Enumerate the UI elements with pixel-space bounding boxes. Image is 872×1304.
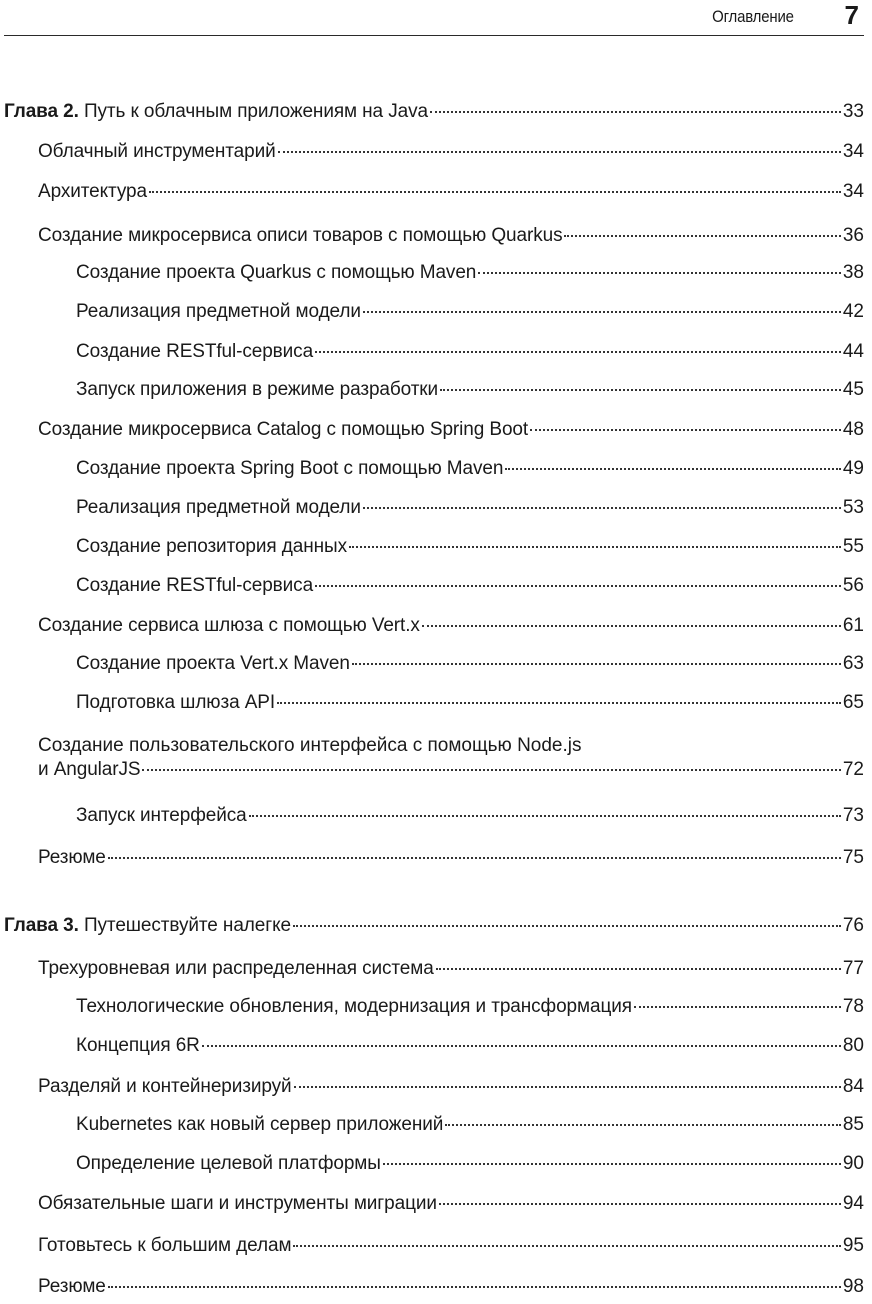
toc-entry-title: Реализация предметной модели — [76, 497, 361, 518]
toc-page-number: 61 — [842, 615, 864, 636]
toc-page-number: 75 — [842, 847, 864, 868]
toc-page-number: 33 — [842, 101, 864, 122]
dot-leader — [108, 857, 841, 859]
toc-page-number: 48 — [842, 419, 864, 440]
dot-leader — [530, 429, 841, 431]
toc-page-number: 94 — [842, 1193, 864, 1214]
toc-page-number: 44 — [842, 341, 864, 362]
toc-page-number: 98 — [842, 1276, 864, 1297]
toc-subentry[interactable] — [76, 340, 864, 364]
toc-entry[interactable] — [38, 180, 864, 204]
toc-page-number: 34 — [842, 181, 864, 202]
toc-entry[interactable] — [38, 418, 864, 442]
toc-page-number: 84 — [842, 1076, 864, 1097]
toc-entry-title: Создание RESTful-сервиса — [76, 341, 314, 362]
toc-page-number: 90 — [842, 1153, 864, 1174]
toc-subentry[interactable] — [76, 496, 864, 520]
dot-leader — [440, 389, 841, 391]
dot-leader — [202, 1045, 841, 1047]
dot-leader — [293, 925, 841, 927]
dot-leader — [108, 1286, 841, 1288]
toc-entry-title: Резюме — [38, 1276, 106, 1297]
dot-leader — [293, 1245, 840, 1247]
toc-chapter-3[interactable] — [4, 914, 864, 938]
toc-entry-title: Создание репозитория данных — [76, 536, 347, 557]
dot-leader — [363, 311, 841, 313]
toc-entry[interactable] — [38, 1275, 864, 1299]
toc-entry-title: Облачный инструментарий — [38, 141, 276, 162]
toc-entry[interactable] — [38, 1192, 864, 1216]
toc-subentry[interactable] — [76, 652, 864, 676]
toc-entry-title: Технологические обновления, модернизация и трансформация — [76, 996, 632, 1017]
page-number: 7 — [844, 0, 859, 30]
dot-leader — [478, 272, 841, 274]
toc-entry-title: Создание сервиса шлюза с помощью Vert.x — [38, 615, 420, 636]
toc-entry-title: Создание микросервиса описи товаров с помощью Quarkus — [38, 225, 563, 246]
toc-entry-title: Концепция 6R — [76, 1035, 200, 1056]
dot-leader — [277, 702, 841, 704]
toc-subentry[interactable] — [76, 378, 864, 402]
toc-entry[interactable] — [38, 957, 864, 981]
dot-leader — [505, 468, 841, 470]
page-header — [0, 0, 864, 36]
chapter-title: Путешествуйте налегке — [78, 915, 291, 936]
toc-subentry[interactable] — [76, 300, 864, 324]
toc-subentry[interactable] — [76, 804, 864, 828]
toc-entry-title: Разделяй и контейнеризируй — [38, 1076, 292, 1097]
dot-leader — [315, 585, 841, 587]
toc-page-number: 34 — [842, 141, 864, 162]
toc-entry-title: Создание проекта Vert.x Maven — [76, 653, 350, 674]
toc-page-number: 36 — [842, 225, 864, 246]
dot-leader — [352, 663, 841, 665]
dot-leader — [439, 1203, 841, 1205]
toc-subentry[interactable] — [76, 995, 864, 1019]
running-head-title: Оглавление — [712, 7, 794, 26]
toc-subentry[interactable] — [76, 1152, 864, 1176]
toc-page-number: 65 — [842, 692, 864, 713]
toc-page-number: 63 — [842, 653, 864, 674]
toc-page-number: 73 — [842, 805, 864, 826]
toc-subentry[interactable] — [76, 691, 864, 715]
toc-entry-title: Готовьтесь к большим делам — [38, 1235, 292, 1256]
toc-entry[interactable] — [38, 614, 864, 638]
toc-page-number: 76 — [842, 915, 864, 936]
toc-subentry[interactable] — [76, 535, 864, 559]
toc-page-number: 78 — [842, 996, 864, 1017]
toc-page-number: 77 — [842, 958, 864, 979]
toc-page-number: 53 — [842, 497, 864, 518]
toc-entry-title: Создание проекта Spring Boot с помощью Maven — [76, 458, 504, 479]
toc-page-number: 56 — [842, 575, 864, 596]
toc-entry-title: Kubernetes как новый сервер приложений — [76, 1114, 444, 1135]
dot-leader — [294, 1086, 841, 1088]
toc-entry-title: Определение целевой платформы — [76, 1153, 381, 1174]
toc-page-number: 72 — [842, 759, 864, 780]
toc-page-number: 42 — [842, 301, 864, 322]
toc-page-number: 80 — [842, 1035, 864, 1056]
toc-page-number: 45 — [842, 379, 864, 400]
dot-leader — [142, 769, 840, 771]
toc-entry-title: Создание RESTful-сервиса — [76, 575, 314, 596]
dot-leader — [278, 151, 841, 153]
toc-entry-title: Резюме — [38, 847, 106, 868]
toc-entry-title-line1: Создание пользовательского интерфейса с помощью Node.js — [38, 735, 582, 756]
toc-page-number: 55 — [842, 536, 864, 557]
toc-entry[interactable] — [38, 140, 864, 164]
toc-entry[interactable] — [38, 1075, 864, 1099]
chapter-title: Путь к облачным приложениям на Java — [78, 101, 428, 122]
toc-entry-title: Создание проекта Quarkus с помощью Maven — [76, 262, 477, 283]
dot-leader — [249, 815, 841, 817]
toc-entry-title: Реализация предметной модели — [76, 301, 361, 322]
toc-entry[interactable] — [38, 1234, 864, 1258]
dot-leader — [349, 546, 841, 548]
toc-entry-title: Запуск интерфейса — [76, 805, 247, 826]
toc-entry-title: Создание микросервиса Catalog с помощью Spring Boot — [38, 419, 529, 440]
dot-leader — [564, 235, 840, 237]
header-rule — [4, 35, 864, 36]
toc-chapter-2[interactable] — [4, 100, 864, 124]
toc-subentry[interactable] — [76, 1034, 864, 1058]
dot-leader — [363, 507, 841, 509]
toc-subentry[interactable] — [76, 574, 864, 598]
dot-leader — [445, 1124, 841, 1126]
chapter-label: Глава 3. — [4, 915, 79, 936]
dot-leader — [149, 191, 841, 193]
toc-entry[interactable] — [38, 224, 864, 248]
toc-page-number: 49 — [842, 458, 864, 479]
toc-entry-title: Подготовка шлюза API — [76, 692, 276, 713]
toc-entry[interactable] — [38, 734, 864, 784]
toc-page-number: 95 — [842, 1235, 864, 1256]
toc-entry-title: Запуск приложения в режиме разработки — [76, 379, 439, 400]
toc-subentry[interactable] — [76, 457, 864, 481]
dot-leader — [315, 351, 841, 353]
toc-entry-title: Архитектура — [38, 181, 147, 202]
dot-leader — [430, 111, 841, 113]
toc-entry-title-line2: и AngularJS — [38, 759, 141, 780]
dot-leader — [422, 625, 841, 627]
chapter-label: Глава 2. — [4, 101, 79, 122]
toc-subentry[interactable] — [76, 1113, 864, 1137]
dot-leader — [383, 1163, 841, 1165]
toc-subentry[interactable] — [76, 261, 864, 285]
toc-entry-title: Обязательные шаги и инструменты миграции — [38, 1193, 437, 1214]
dot-leader — [436, 968, 841, 970]
toc-entry-title: Трехуровневая или распределенная система — [38, 958, 434, 979]
toc-page-number: 38 — [842, 262, 864, 283]
dot-leader — [634, 1006, 841, 1008]
toc-entry[interactable] — [38, 846, 864, 870]
toc-page-number: 85 — [842, 1114, 864, 1135]
